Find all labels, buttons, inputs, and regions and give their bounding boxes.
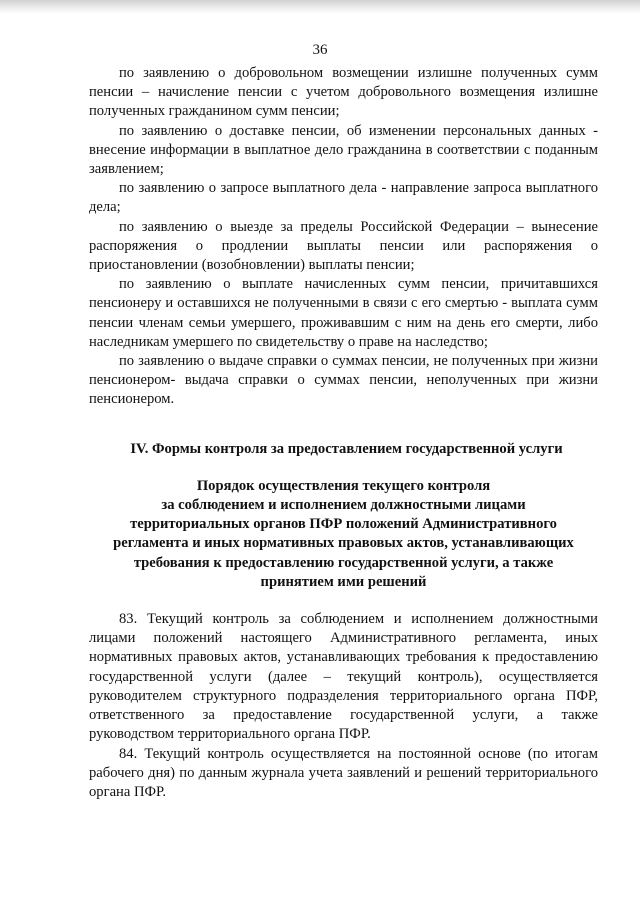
paragraph-84: 84. Текущий контроль осуществляется на постоянной основе (по итогам рабочего дня) по данным журнала учета заявлений и решений территориального органа ПФР. bbox=[89, 745, 598, 800]
subsection-heading-line: территориальных органов ПФР положений Административного bbox=[130, 516, 557, 533]
subsection-heading bbox=[89, 477, 598, 592]
paragraph-pension-delivery: по заявлению о доставке пенсии, об изменении персональных данных - внесение информации в выплатное дело гражданина в соответствии с поданным заявлением; bbox=[89, 122, 598, 178]
paragraph-payment-file-request: по заявлению о запросе выплатного дела - направление запроса выплатного дела; bbox=[89, 180, 598, 216]
paragraph-83: 83. Текущий контроль за соблюдением и исполнением должностными лицами положений настоящего Административного регламента, иных нормативных правовых актов, устанавливающих требования к предоставлению государственной услуги (далее – текущий контроль), осуществляется руководителем структурного подразделения территориального органа ПФР, ответственного за предоставление государственной услуги, а также руководством территориального органа ПФР. bbox=[89, 611, 598, 743]
subsection-heading-line: за соблюдением и исполнением должностными лицами bbox=[161, 497, 526, 514]
subsection-heading-line: регламента и иных нормативных правовых актов, устанавливающих bbox=[113, 535, 574, 552]
subsection-heading-line: Порядок осуществления текущего контроля bbox=[196, 477, 491, 494]
paragraph-voluntary-refund: по заявлению о добровольном возмещении излишне полученных сумм пенсии – начисление пенсии с учетом добровольного возмещения излишне полученных гражданином сумм пенсии; bbox=[89, 65, 598, 120]
section-heading: IV. Формы контроля за предоставлением государственной услуги bbox=[130, 440, 563, 457]
paragraph-deceased-pension: по заявлению о выплате начисленных сумм пенсии, причитавшихся пенсионеру и оставшихся не полученными в связи с его смертью - выплата сумм пенсии членам семьи умершего, проживавшим с ним на день его смерти, либо наследникам умершего по свидетельству о праве на наследство; bbox=[89, 276, 598, 350]
scan-edge-shadow bbox=[0, 0, 640, 14]
document-body bbox=[89, 64, 598, 802]
paragraph-certificate-issue: по заявлению о выдаче справки о суммах пенсии, не полученных при жизни пенсионером- выдача справки о суммах пенсии, неполученных при жизни пенсионером. bbox=[89, 353, 598, 408]
page-number: 36 bbox=[312, 42, 328, 58]
subsection-heading-line: принятием ими решений bbox=[260, 573, 427, 590]
paragraph-travel-abroad: по заявлению о выезде за пределы Российской Федерации – вынесение распоряжения о продлении выплаты пенсии или распоряжения о приостановлении (возобновлении) выплаты пенсии; bbox=[89, 218, 598, 274]
subsection-heading-line: требования к предоставлению государственной услуги, а также bbox=[133, 554, 554, 571]
